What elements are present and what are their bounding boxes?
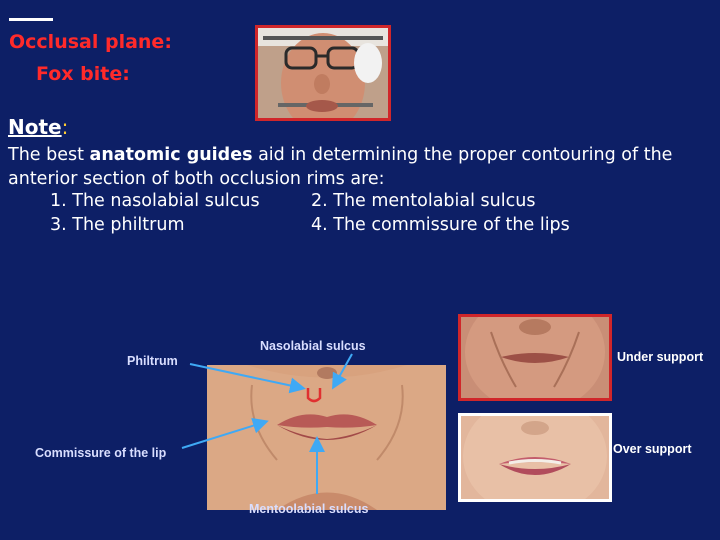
note-heading: Note: bbox=[8, 115, 69, 139]
guide-item-1: 1. The nasolabial sulcus bbox=[50, 191, 260, 211]
over-support-photo bbox=[458, 413, 612, 502]
under-support-illustration bbox=[461, 317, 609, 398]
label-under-support: Under support bbox=[617, 350, 704, 364]
title-underline bbox=[9, 18, 53, 21]
guide-item-4: 4. The commissure of the lips bbox=[311, 215, 570, 235]
title-fox-bite: Fox bite: bbox=[36, 63, 130, 85]
label-over-support: Over support bbox=[613, 442, 692, 456]
label-commissure: Commissure of the lip bbox=[35, 446, 167, 460]
over-support-illustration bbox=[461, 416, 609, 499]
under-support-photo bbox=[458, 314, 612, 401]
guide-item-2: 2. The mentolabial sulcus bbox=[311, 191, 536, 211]
fox-bite-photo bbox=[255, 25, 391, 121]
label-philtrum: Philtrum bbox=[127, 354, 178, 368]
label-mentolabial-sulcus: Mentoolabial sulcus bbox=[249, 502, 369, 516]
title-occlusal-plane: Occlusal plane: bbox=[9, 31, 172, 53]
label-nasolabial-sulcus: Nasolabial sulcus bbox=[260, 339, 366, 353]
guides-paragraph: The best anatomic guides aid in determining the proper contouring of the anterior section of both occlusion rims are: bbox=[8, 145, 673, 189]
fox-bite-illustration bbox=[258, 28, 388, 118]
lower-face-photo bbox=[207, 365, 446, 510]
guide-item-3: 3. The philtrum bbox=[50, 215, 185, 235]
lower-face-illustration bbox=[207, 365, 446, 510]
